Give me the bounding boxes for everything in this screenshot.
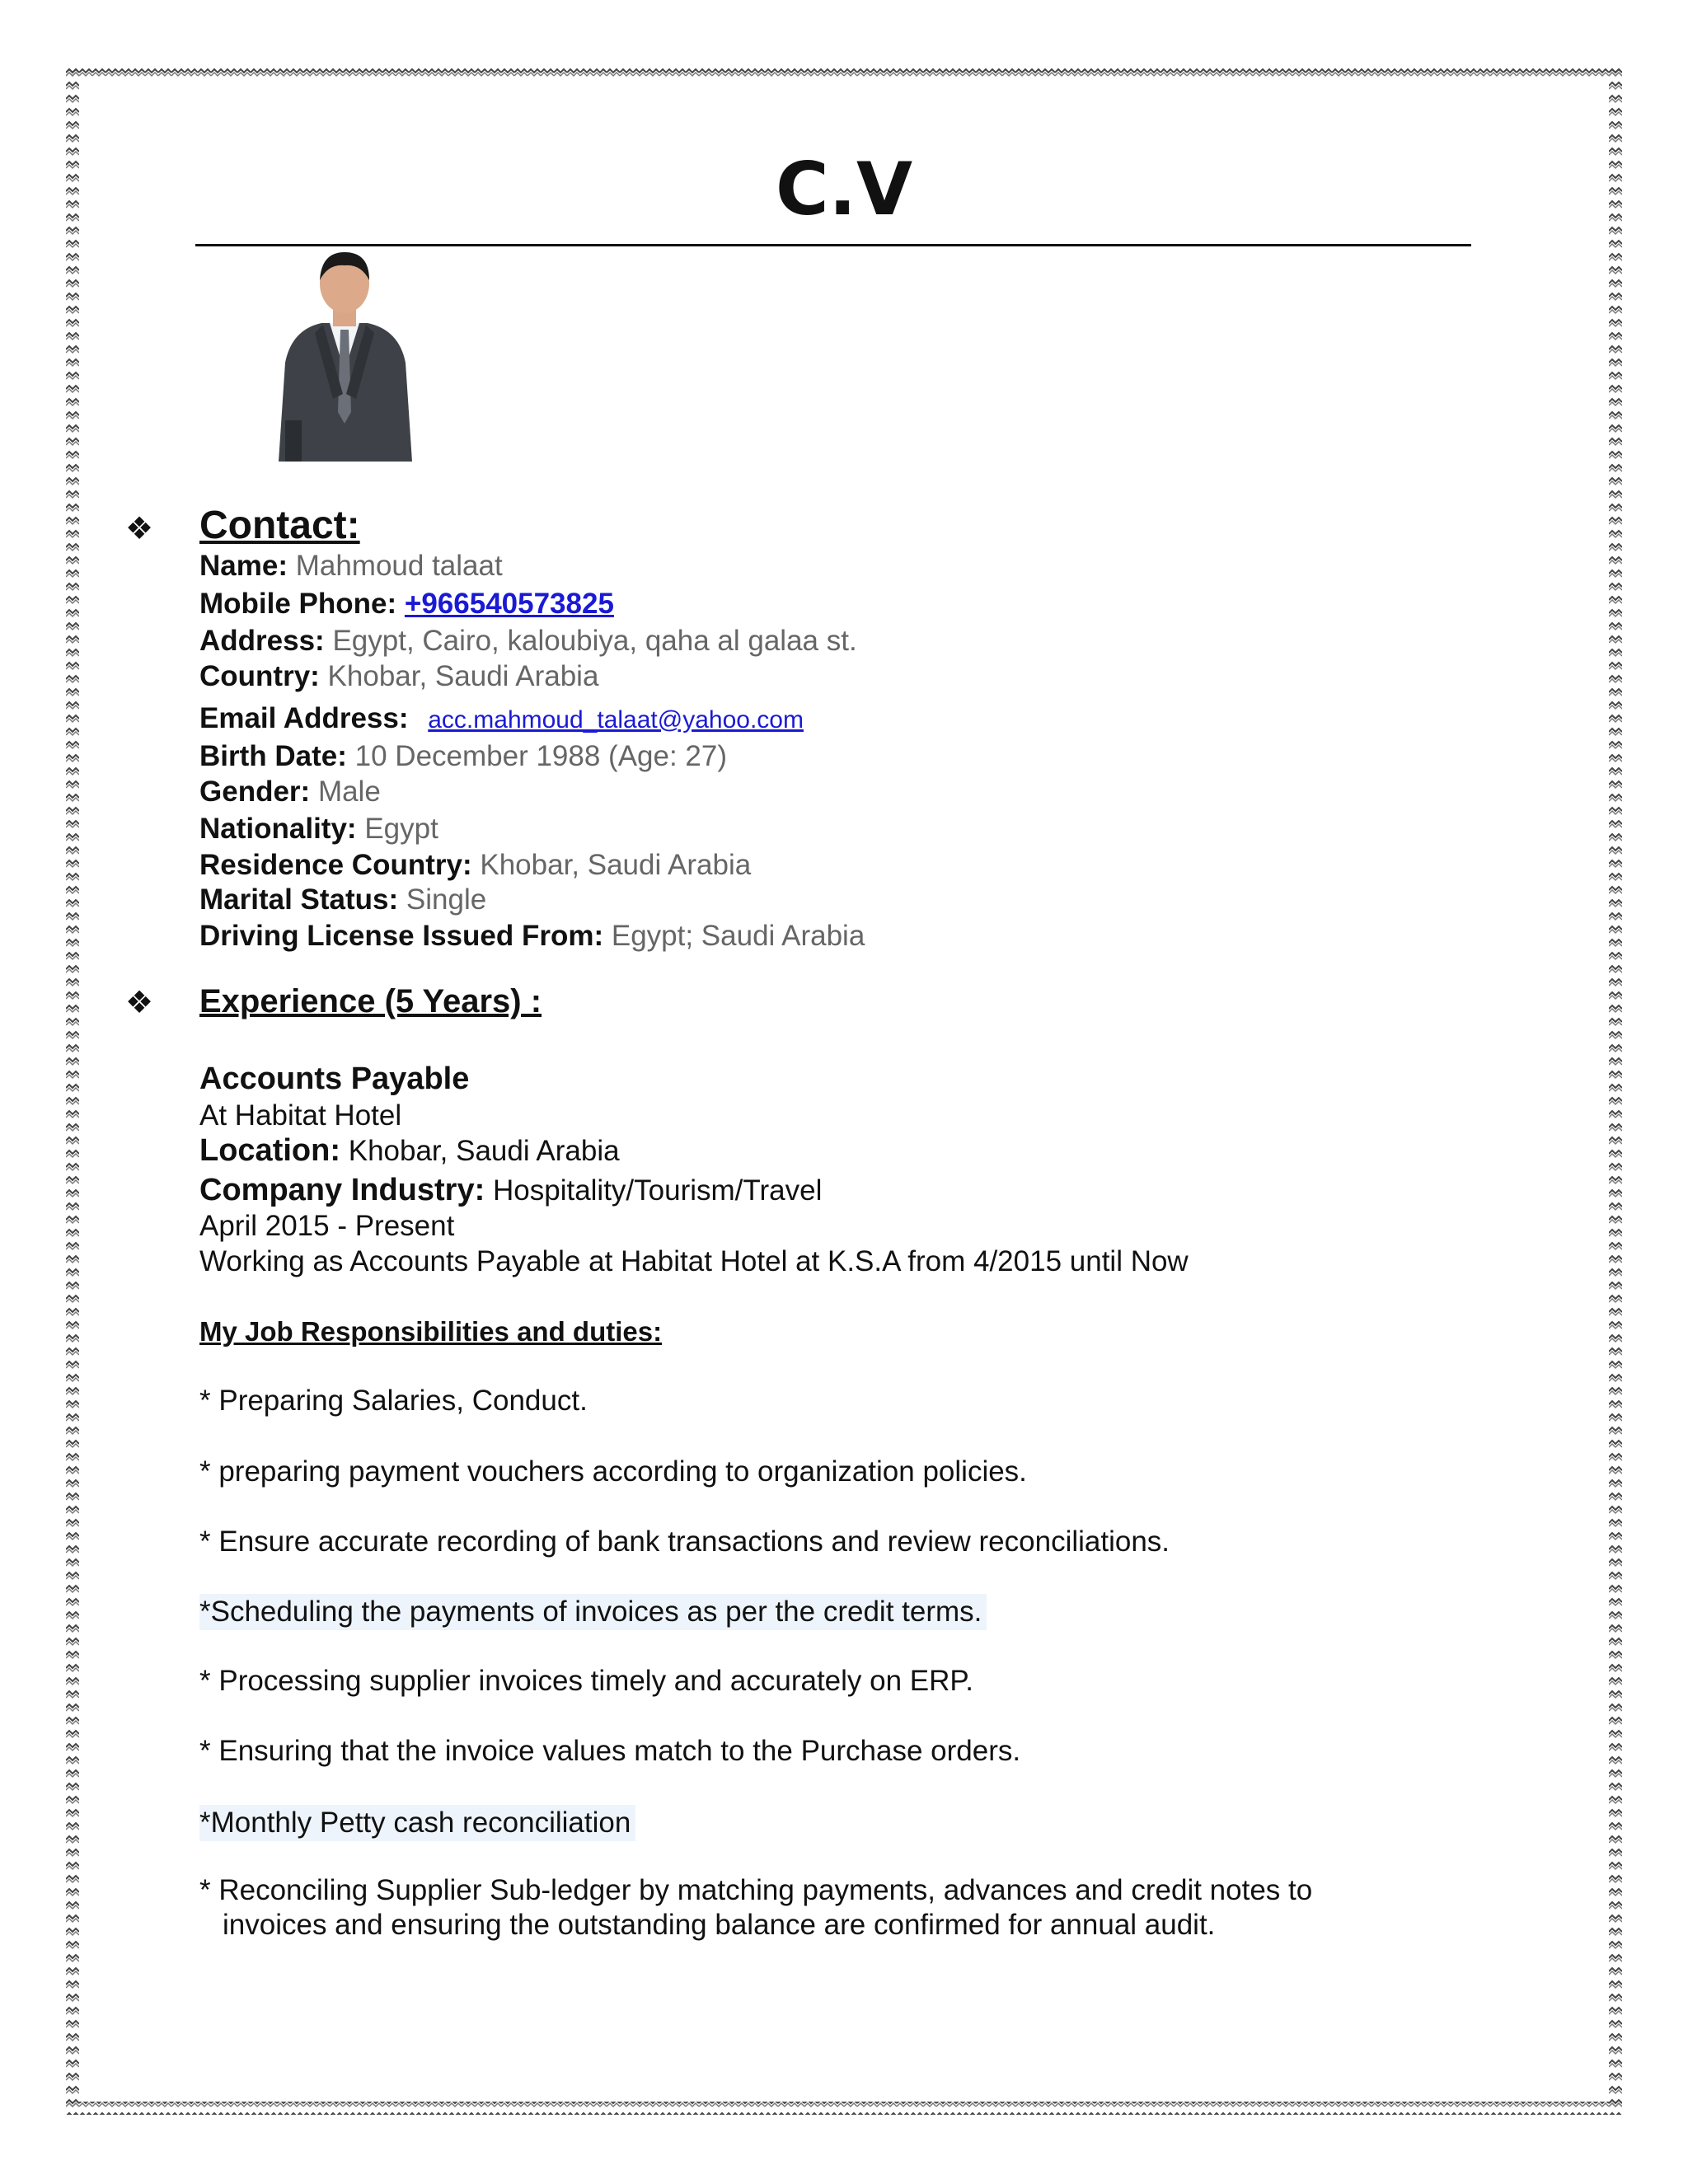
diamond-bullet-icon: ❖ (125, 512, 154, 546)
duty-item: * Processing supplier invoices timely and accurately on ERP. (199, 1665, 973, 1697)
residence-label: Residence Country: (199, 849, 472, 881)
contact-email-row (199, 702, 804, 735)
duty-item-continuation: invoices and ensuring the outstanding balance are confirmed for annual audit. (223, 1909, 1216, 1941)
diamond-bullet-icon: ❖ (125, 986, 154, 1020)
address-label: Address: (199, 625, 325, 657)
nationality-label: Nationality: (199, 813, 357, 845)
residence-value: Khobar, Saudi Arabia (480, 849, 752, 881)
job-location-row (199, 1133, 620, 1169)
job-employer: At Habitat Hotel (199, 1099, 402, 1132)
nationality-value: Egypt (364, 813, 438, 845)
contact-name-row (199, 550, 503, 583)
marital-value: Single (406, 883, 487, 916)
contact-nationality-row (199, 813, 438, 846)
address-value: Egypt, Cairo, kaloubiya, qaha al galaa st. (332, 625, 857, 657)
profile-photo (264, 247, 425, 462)
job-title: Accounts Payable (199, 1062, 470, 1096)
duties-heading: My Job Responsibilities and duties: (199, 1316, 663, 1347)
job-summary: Working as Accounts Payable at Habitat Hotel at K.S.A from 4/2015 until Now (199, 1245, 1189, 1277)
contact-birth-row (199, 740, 727, 773)
gender-label: Gender: (199, 776, 311, 808)
contact-address-row (199, 625, 857, 658)
marital-label: Marital Status: (199, 883, 399, 916)
duty-item-highlighted: *Monthly Petty cash reconciliation (199, 1805, 635, 1841)
location-label: Location: (199, 1133, 340, 1168)
country-label: Country: (199, 660, 320, 692)
duty-item: * preparing payment vouchers according to organization policies. (199, 1455, 1027, 1488)
contact-residence-row (199, 849, 751, 882)
contact-country-row (199, 660, 598, 693)
license-label: Driving License Issued From: (199, 920, 604, 952)
duty-item: * Preparing Salaries, Conduct. (199, 1385, 588, 1417)
industry-value: Hospitality/Tourism/Travel (492, 1174, 823, 1207)
contact-license-row (199, 920, 865, 953)
duty-item: * Ensuring that the invoice values match to the Purchase orders. (199, 1735, 1021, 1767)
email-label: Email Address: (199, 702, 409, 734)
page-title: C.V (775, 147, 913, 232)
industry-label: Company Industry: (199, 1173, 485, 1207)
contact-marital-row (199, 883, 486, 916)
mobile-link[interactable]: +966540573825 (404, 588, 614, 620)
contact-mobile-row (199, 588, 614, 621)
experience-heading: Experience (5 Years) : (199, 983, 542, 1019)
name-label: Name: (199, 550, 288, 582)
duty-item-highlighted: *Scheduling the payments of invoices as per the credit terms. (199, 1594, 987, 1630)
country-value: Khobar, Saudi Arabia (327, 660, 599, 692)
duty-item: * Ensure accurate recording of bank transactions and review reconciliations. (199, 1526, 1170, 1558)
license-value: Egypt; Saudi Arabia (611, 920, 865, 952)
job-industry-row (199, 1173, 822, 1208)
birth-label: Birth Date: (199, 740, 347, 772)
contact-heading: Contact: (199, 504, 360, 547)
duty-item: * Reconciling Supplier Sub-ledger by matching payments, advances and credit notes to (199, 1874, 1313, 1906)
title-rule (195, 244, 1471, 246)
mobile-label: Mobile Phone: (199, 588, 397, 620)
contact-gender-row (199, 776, 381, 808)
birth-value: 10 December 1988 (Age: 27) (354, 740, 728, 772)
job-period: April 2015 - Present (199, 1210, 455, 1242)
location-value: Khobar, Saudi Arabia (348, 1135, 620, 1167)
name-value: Mahmoud talaat (295, 550, 503, 582)
gender-value: Male (317, 776, 381, 808)
email-link[interactable]: acc.mahmoud_talaat@yahoo.com (428, 706, 804, 733)
